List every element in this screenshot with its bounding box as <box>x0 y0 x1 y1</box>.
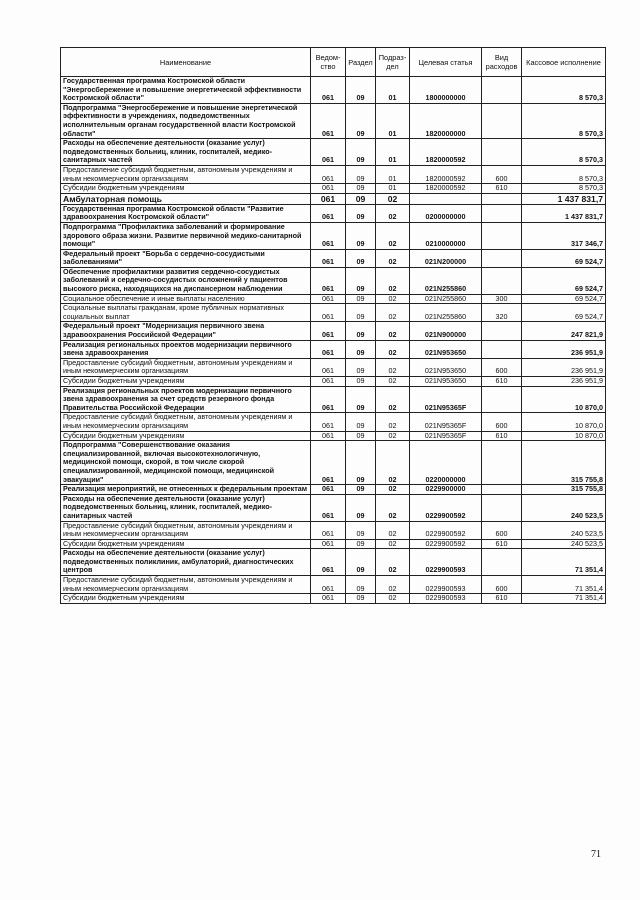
row-amount: 71 351,4 <box>522 594 606 604</box>
table-row <box>61 204 606 222</box>
row-dept: 061 <box>311 441 346 485</box>
row-name: Федеральный проект "Модернизация первичного звена здравоохранения Российской Федерации" <box>61 322 311 340</box>
row-name: Реализация региональных проектов модернизации первичного звена здравоохранения <box>61 340 311 358</box>
table-row <box>61 485 606 495</box>
row-target: 0229900593 <box>410 549 482 576</box>
row-target: 0229900593 <box>410 576 482 594</box>
header-dept: Ведом-ство <box>311 48 346 77</box>
row-exp-type <box>482 249 522 267</box>
row-dept: 061 <box>311 322 346 340</box>
row-amount: 236 951,9 <box>522 377 606 387</box>
row-dept: 061 <box>311 494 346 521</box>
row-dept: 061 <box>311 539 346 549</box>
row-dept: 061 <box>311 304 346 322</box>
row-exp-type: 600 <box>482 413 522 431</box>
row-amount: 1 437 831,7 <box>522 204 606 222</box>
row-target: 0229900000 <box>410 485 482 495</box>
row-exp-type: 600 <box>482 358 522 376</box>
row-section: 09 <box>346 485 376 495</box>
row-name: Субсидии бюджетным учреждениям <box>61 377 311 387</box>
row-name: Федеральный проект "Борьба с сердечно-сосудистыми заболеваниями" <box>61 249 311 267</box>
row-subsection: 02 <box>376 340 410 358</box>
row-name: Предоставление субсидий бюджетным, автономным учреждениям и иным некоммерческим организациям <box>61 165 311 183</box>
table-row <box>61 322 606 340</box>
row-target: 1820000592 <box>410 184 482 194</box>
row-amount: 240 523,5 <box>522 521 606 539</box>
row-subsection: 02 <box>376 294 410 304</box>
row-section: 09 <box>346 184 376 194</box>
header-exp-type: Вид расходов <box>482 48 522 77</box>
row-dept: 061 <box>311 413 346 431</box>
row-name: Подпрограмма "Профилактика заболеваний и формирование здорового образа жизни. Развитие первичной медико-санитарной помощи" <box>61 222 311 249</box>
table-row <box>61 304 606 322</box>
row-exp-type: 300 <box>482 294 522 304</box>
row-section: 09 <box>346 165 376 183</box>
row-exp-type <box>482 549 522 576</box>
page-number: 71 <box>591 849 601 860</box>
row-section: 09 <box>346 193 376 204</box>
row-name: Государственная программа Костромской области "Развитие здравоохранения Костромской области" <box>61 204 311 222</box>
row-subsection: 02 <box>376 377 410 387</box>
header-subsection: Подраз-дел <box>376 48 410 77</box>
row-name: Субсидии бюджетным учреждениям <box>61 539 311 549</box>
row-target: 0229900592 <box>410 521 482 539</box>
row-target: 021N255860 <box>410 267 482 294</box>
row-exp-type <box>482 103 522 138</box>
row-name: Социальное обеспечение и иные выплаты населению <box>61 294 311 304</box>
row-exp-type <box>482 139 522 166</box>
row-amount: 8 570,3 <box>522 103 606 138</box>
row-amount: 10 870,0 <box>522 413 606 431</box>
row-dept: 061 <box>311 485 346 495</box>
row-target: 021N953650 <box>410 358 482 376</box>
row-section: 09 <box>346 249 376 267</box>
row-amount: 8 570,3 <box>522 139 606 166</box>
row-amount: 8 570,3 <box>522 184 606 194</box>
table-row <box>61 441 606 485</box>
row-name: Реализация мероприятий, не отнесенных к федеральным проектам <box>61 485 311 495</box>
row-section: 09 <box>346 539 376 549</box>
row-section: 09 <box>346 431 376 441</box>
row-dept: 061 <box>311 204 346 222</box>
row-name: Расходы на обеспечение деятельности (оказание услуг) подведомственных поликлиник, амбулаторий, диагностических центров <box>61 549 311 576</box>
row-target: 021N255860 <box>410 304 482 322</box>
row-target: 1820000592 <box>410 165 482 183</box>
row-name: Предоставление субсидий бюджетным, автономным учреждениям и иным некоммерческим организациям <box>61 358 311 376</box>
row-subsection: 02 <box>376 204 410 222</box>
row-target: 021N255860 <box>410 294 482 304</box>
row-exp-type <box>482 340 522 358</box>
row-subsection: 01 <box>376 77 410 104</box>
row-target: 0229900593 <box>410 594 482 604</box>
row-dept: 061 <box>311 267 346 294</box>
table-row <box>61 267 606 294</box>
row-dept: 061 <box>311 594 346 604</box>
row-exp-type <box>482 322 522 340</box>
row-amount: 315 755,8 <box>522 485 606 495</box>
table-body <box>61 77 606 604</box>
row-target: 0229900592 <box>410 539 482 549</box>
row-target: 021N900000 <box>410 322 482 340</box>
row-dept: 061 <box>311 103 346 138</box>
table-row <box>61 358 606 376</box>
row-subsection: 02 <box>376 193 410 204</box>
row-section: 09 <box>346 521 376 539</box>
row-target: 021N95365F <box>410 386 482 413</box>
row-exp-type <box>482 441 522 485</box>
table-row <box>61 576 606 594</box>
row-target: 1800000000 <box>410 77 482 104</box>
budget-execution-table <box>60 47 606 604</box>
row-section: 09 <box>346 322 376 340</box>
row-dept: 061 <box>311 249 346 267</box>
row-amount: 315 755,8 <box>522 441 606 485</box>
row-name: Амбулаторная помощь <box>61 193 311 204</box>
row-section: 09 <box>346 549 376 576</box>
row-section: 09 <box>346 494 376 521</box>
row-section: 09 <box>346 294 376 304</box>
row-dept: 061 <box>311 77 346 104</box>
row-dept: 061 <box>311 165 346 183</box>
row-target: 0220000000 <box>410 441 482 485</box>
row-amount: 240 523,5 <box>522 494 606 521</box>
row-exp-type: 600 <box>482 521 522 539</box>
table-row <box>61 184 606 194</box>
table-row <box>61 139 606 166</box>
row-amount: 247 821,9 <box>522 322 606 340</box>
row-exp-type <box>482 386 522 413</box>
row-section: 09 <box>346 304 376 322</box>
table-row <box>61 413 606 431</box>
table-row <box>61 193 606 204</box>
row-amount: 8 570,3 <box>522 77 606 104</box>
row-amount: 236 951,9 <box>522 340 606 358</box>
table-row <box>61 386 606 413</box>
table-row <box>61 165 606 183</box>
row-amount: 8 570,3 <box>522 165 606 183</box>
row-exp-type: 600 <box>482 165 522 183</box>
row-subsection: 01 <box>376 184 410 194</box>
row-section: 09 <box>346 377 376 387</box>
table-row <box>61 103 606 138</box>
row-name: Расходы на обеспечение деятельности (оказание услуг) подведомственных больниц, клиник, госпиталей, медико-санитарных частей <box>61 494 311 521</box>
row-section: 09 <box>346 441 376 485</box>
row-name: Подпрограмма "Энергосбережение и повышение энергетической эффективности в учреждениях, подведомственных исполнительным органам государственной власти Костромской области" <box>61 103 311 138</box>
row-section: 09 <box>346 267 376 294</box>
row-section: 09 <box>346 358 376 376</box>
row-exp-type <box>482 193 522 204</box>
row-dept: 061 <box>311 340 346 358</box>
row-name: Реализация региональных проектов модернизации первичного звена здравоохранения за счет средств резервного фонда Правительства Российской Федерации <box>61 386 311 413</box>
table-row <box>61 249 606 267</box>
row-name: Расходы на обеспечение деятельности (оказание услуг) подведомственных больниц, клиник, госпиталей, медико-санитарных частей <box>61 139 311 166</box>
row-dept: 061 <box>311 193 346 204</box>
row-target: 021N95365F <box>410 431 482 441</box>
row-name: Государственная программа Костромской области "Энергосбережение и повышение энергетической эффективности Костромской области" <box>61 77 311 104</box>
table-row <box>61 377 606 387</box>
row-dept: 061 <box>311 358 346 376</box>
row-subsection: 02 <box>376 249 410 267</box>
header-amount: Кассовое исполнение <box>522 48 606 77</box>
table-row <box>61 521 606 539</box>
row-exp-type: 600 <box>482 576 522 594</box>
row-amount: 69 524,7 <box>522 304 606 322</box>
row-subsection: 02 <box>376 431 410 441</box>
row-exp-type <box>482 77 522 104</box>
header-target: Целевая статья <box>410 48 482 77</box>
row-subsection: 02 <box>376 485 410 495</box>
row-name: Субсидии бюджетным учреждениям <box>61 184 311 194</box>
row-dept: 061 <box>311 139 346 166</box>
row-dept: 061 <box>311 521 346 539</box>
row-dept: 061 <box>311 222 346 249</box>
row-amount: 71 351,4 <box>522 549 606 576</box>
row-target: 0229900592 <box>410 494 482 521</box>
row-name: Социальные выплаты гражданам, кроме публичных нормативных социальных выплат <box>61 304 311 322</box>
table-row <box>61 594 606 604</box>
row-subsection: 02 <box>376 413 410 431</box>
row-amount: 1 437 831,7 <box>522 193 606 204</box>
row-exp-type <box>482 267 522 294</box>
row-amount: 236 951,9 <box>522 358 606 376</box>
row-amount: 69 524,7 <box>522 249 606 267</box>
row-dept: 061 <box>311 184 346 194</box>
table-row <box>61 494 606 521</box>
row-subsection: 02 <box>376 386 410 413</box>
row-target: 021N953650 <box>410 340 482 358</box>
row-name: Подпрограмма "Совершенствование оказания специализированной, включая высокотехнологичную, медицинской помощи, скорой, в том числе скорой специализированной, медицинской помощи, медицинской эвакуации" <box>61 441 311 485</box>
table-row <box>61 222 606 249</box>
header-section: Раздел <box>346 48 376 77</box>
row-subsection: 02 <box>376 322 410 340</box>
row-amount: 71 351,4 <box>522 576 606 594</box>
row-exp-type: 610 <box>482 377 522 387</box>
table-header-row <box>61 48 606 77</box>
row-amount: 240 523,5 <box>522 539 606 549</box>
row-subsection: 02 <box>376 222 410 249</box>
row-exp-type: 610 <box>482 539 522 549</box>
row-target <box>410 193 482 204</box>
row-exp-type <box>482 494 522 521</box>
row-name: Предоставление субсидий бюджетным, автономным учреждениям и иным некоммерческим организациям <box>61 576 311 594</box>
row-subsection: 02 <box>376 358 410 376</box>
row-amount: 317 346,7 <box>522 222 606 249</box>
row-target: 1820000592 <box>410 139 482 166</box>
row-exp-type: 610 <box>482 594 522 604</box>
row-subsection: 01 <box>376 139 410 166</box>
row-section: 09 <box>346 594 376 604</box>
table-row <box>61 77 606 104</box>
row-subsection: 01 <box>376 165 410 183</box>
row-exp-type <box>482 222 522 249</box>
row-target: 021N200000 <box>410 249 482 267</box>
row-section: 09 <box>346 222 376 249</box>
row-dept: 061 <box>311 377 346 387</box>
row-subsection: 02 <box>376 304 410 322</box>
row-exp-type: 610 <box>482 184 522 194</box>
row-subsection: 02 <box>376 549 410 576</box>
row-target: 021N953650 <box>410 377 482 387</box>
header-name: Наименование <box>61 48 311 77</box>
row-name: Предоставление субсидий бюджетным, автономным учреждениям и иным некоммерческим организациям <box>61 413 311 431</box>
row-subsection: 02 <box>376 521 410 539</box>
row-dept: 061 <box>311 294 346 304</box>
row-target: 0200000000 <box>410 204 482 222</box>
row-section: 09 <box>346 413 376 431</box>
row-exp-type: 320 <box>482 304 522 322</box>
row-amount: 69 524,7 <box>522 294 606 304</box>
row-section: 09 <box>346 77 376 104</box>
table-row <box>61 549 606 576</box>
row-dept: 061 <box>311 386 346 413</box>
table-row <box>61 340 606 358</box>
row-name: Обеспечение профилактики развития сердечно-сосудистых заболеваний и сердечно-сосудистых осложнений у пациентов высокого риска, находящихся на диспансерном наблюдении <box>61 267 311 294</box>
row-subsection: 02 <box>376 594 410 604</box>
row-target: 0210000000 <box>410 222 482 249</box>
row-section: 09 <box>346 204 376 222</box>
row-target: 021N95365F <box>410 413 482 431</box>
row-exp-type: 610 <box>482 431 522 441</box>
row-dept: 061 <box>311 576 346 594</box>
row-section: 09 <box>346 576 376 594</box>
row-exp-type <box>482 485 522 495</box>
row-subsection: 01 <box>376 103 410 138</box>
row-subsection: 02 <box>376 576 410 594</box>
row-name: Субсидии бюджетным учреждениям <box>61 594 311 604</box>
row-exp-type <box>482 204 522 222</box>
row-name: Предоставление субсидий бюджетным, автономным учреждениям и иным некоммерческим организациям <box>61 521 311 539</box>
row-subsection: 02 <box>376 267 410 294</box>
row-amount: 10 870,0 <box>522 431 606 441</box>
row-target: 1820000000 <box>410 103 482 138</box>
row-section: 09 <box>346 103 376 138</box>
row-section: 09 <box>346 340 376 358</box>
row-section: 09 <box>346 139 376 166</box>
row-amount: 10 870,0 <box>522 386 606 413</box>
row-subsection: 02 <box>376 441 410 485</box>
row-subsection: 02 <box>376 539 410 549</box>
row-dept: 061 <box>311 549 346 576</box>
row-amount: 69 524,7 <box>522 267 606 294</box>
row-dept: 061 <box>311 431 346 441</box>
row-section: 09 <box>346 386 376 413</box>
row-name: Субсидии бюджетным учреждениям <box>61 431 311 441</box>
row-subsection: 02 <box>376 494 410 521</box>
